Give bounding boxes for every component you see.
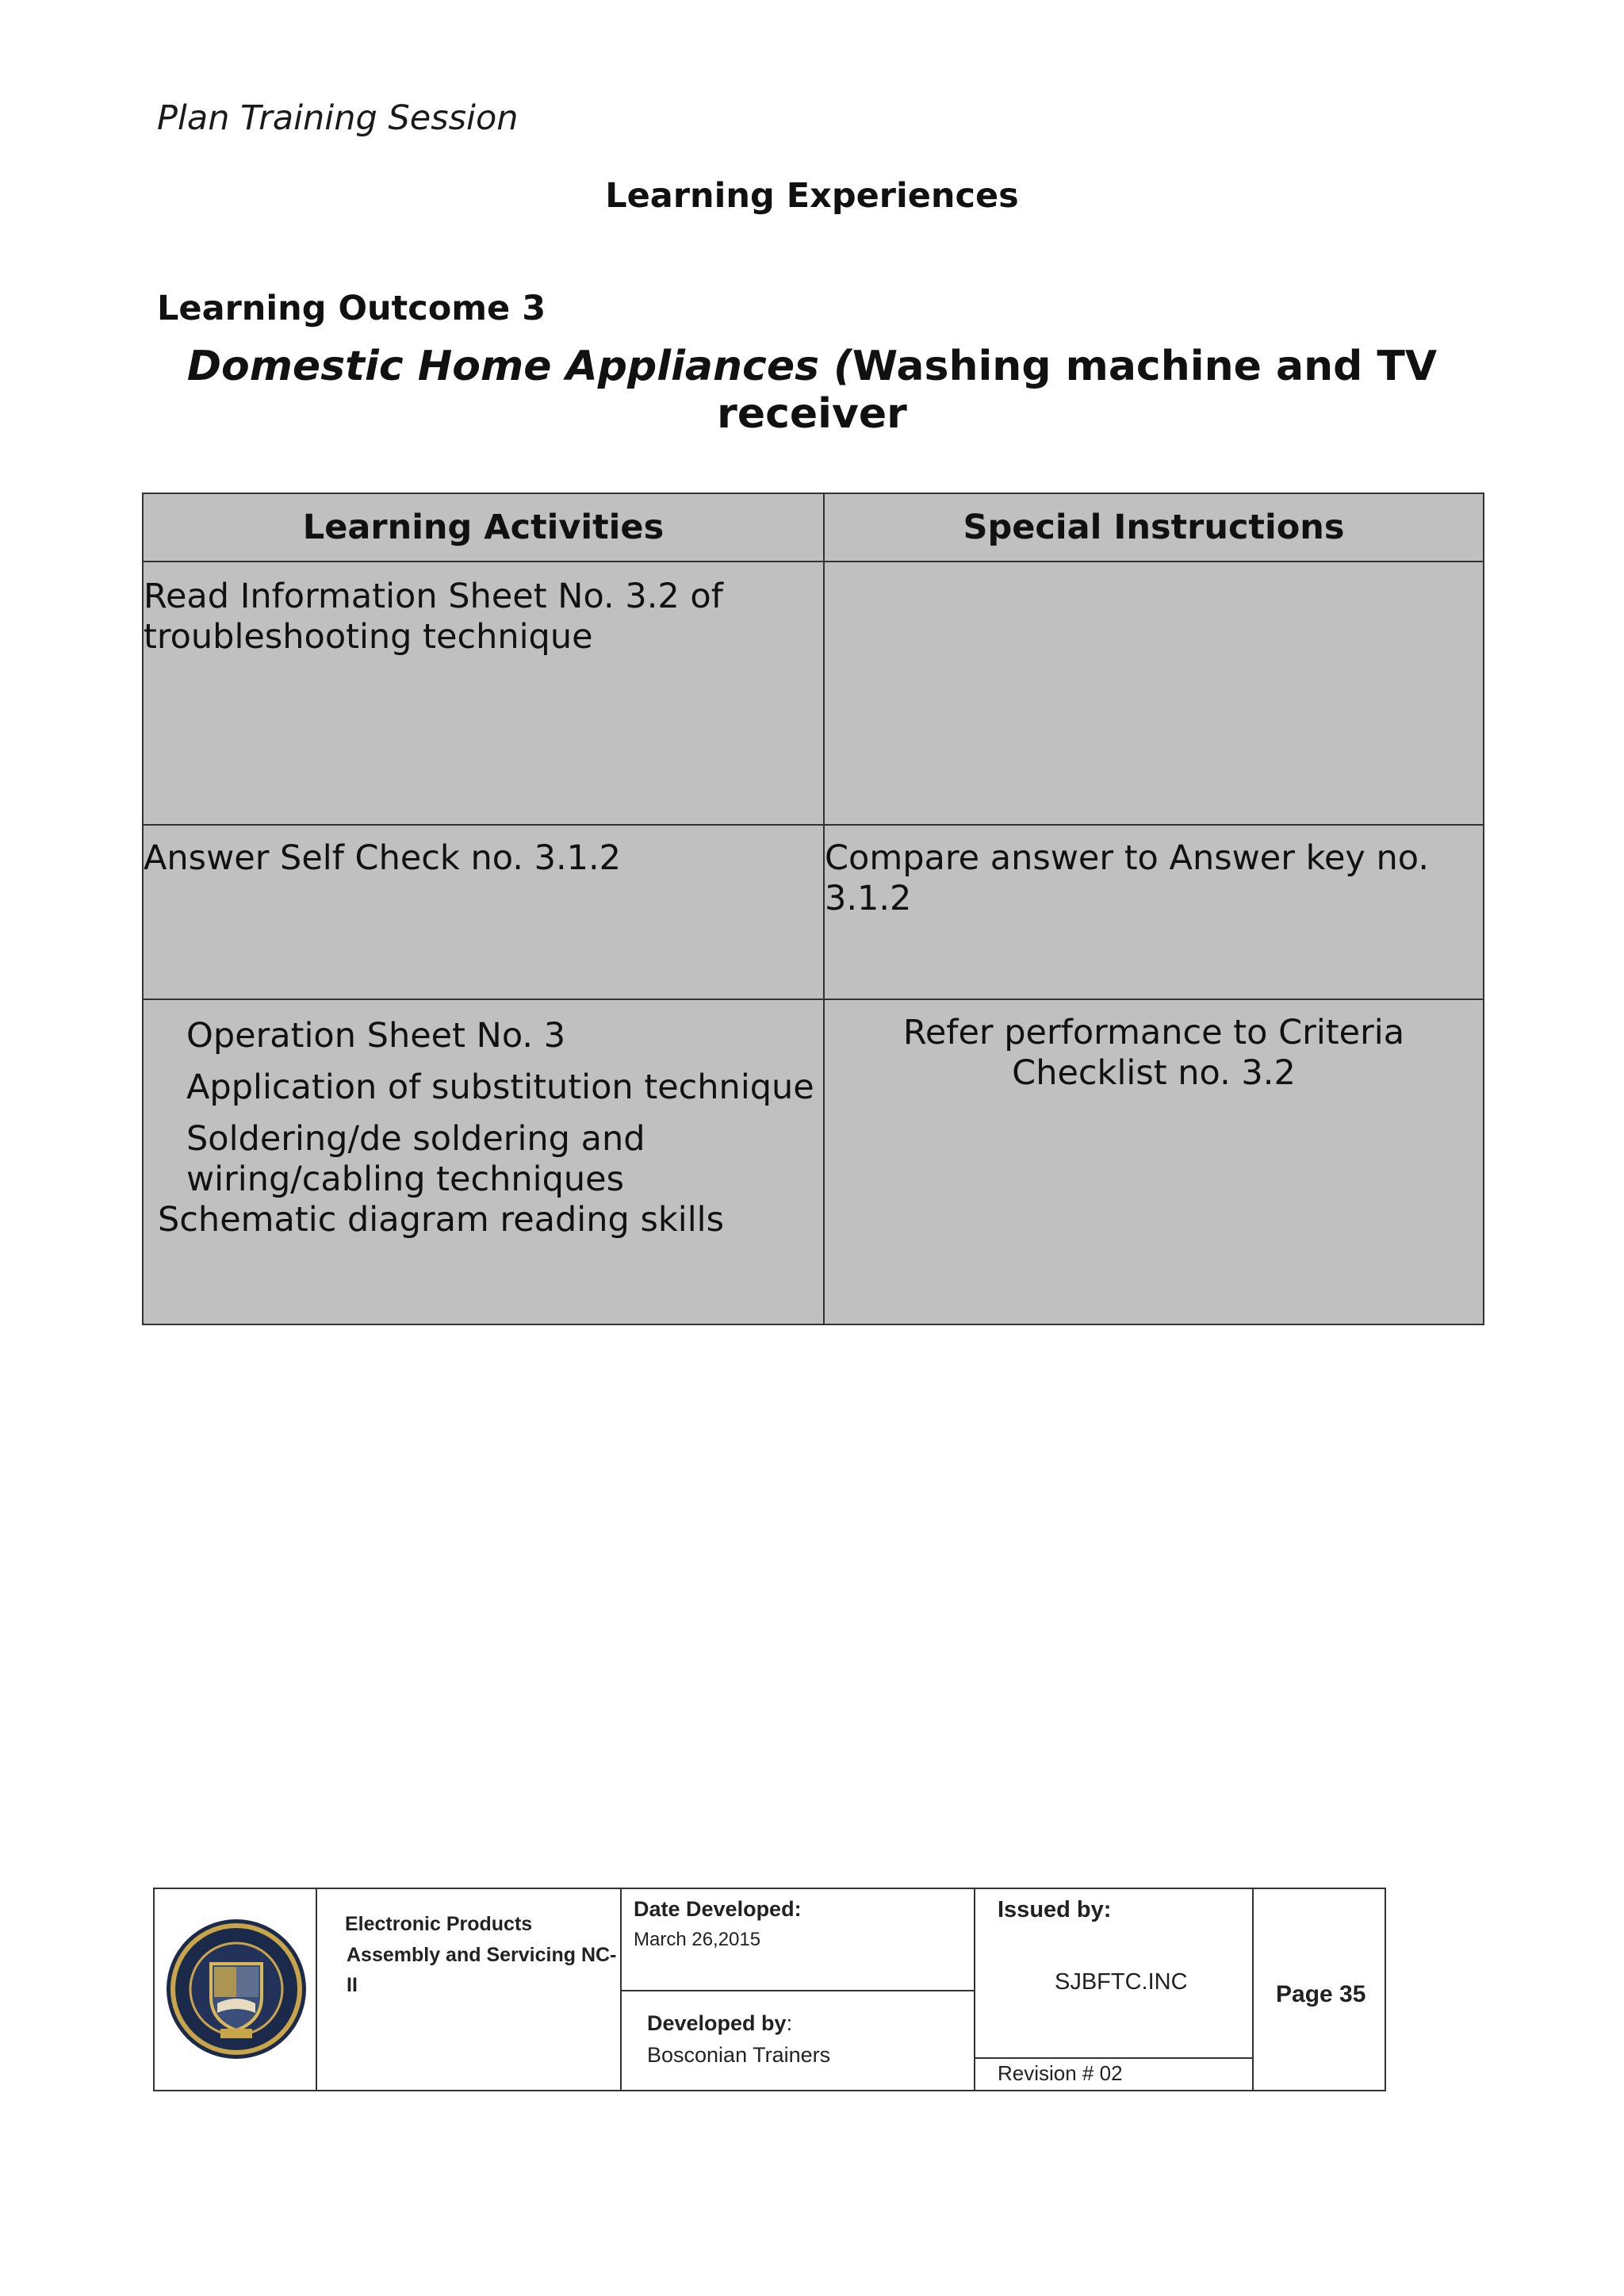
- course-line: Assembly and Servicing NC-: [347, 1944, 617, 1966]
- activity-line: troubleshooting technique: [144, 617, 593, 657]
- developed-by-value: Bosconian Trainers: [647, 2043, 831, 2067]
- table-header-row: [143, 493, 1484, 562]
- header-special-instructions: Special Instructions: [824, 493, 1484, 562]
- instruction-line: Checklist no. 3.2: [1012, 1053, 1296, 1093]
- title-rest-line2: receiver: [717, 390, 907, 438]
- issued-by-value: SJBFTC.INC: [1055, 1969, 1188, 1995]
- instruction-line: Refer performance to Criteria: [902, 1013, 1405, 1052]
- activity-line: Read Information Sheet No. 3.2 of: [144, 577, 723, 616]
- course-line: Electronic Products: [345, 1913, 533, 1935]
- instruction-cell: [824, 825, 1484, 999]
- date-developed-value: March 26,2015: [634, 1929, 761, 1950]
- activity-cell: [143, 825, 824, 999]
- instruction-cell: [824, 999, 1484, 1324]
- title-italic-part: Domestic Home Appliances (: [186, 343, 852, 390]
- section-title: Learning Experiences: [605, 176, 1019, 216]
- table-row: [143, 825, 1484, 999]
- learning-activities-table: [142, 493, 1484, 1325]
- title-rest-line1: Washing machine and TV: [852, 343, 1438, 390]
- activity-line: Answer Self Check no. 3.1.2: [144, 838, 622, 878]
- school-seal-icon: [165, 1918, 308, 2060]
- activity-line: Schematic diagram reading skills: [158, 1200, 725, 1240]
- issued-by-label: Issued by:: [998, 1897, 1112, 1922]
- developed-by-label: Developed by:: [647, 2011, 793, 2035]
- instruction-line: 3.1.2: [825, 879, 912, 918]
- header-learning-activities: Learning Activities: [143, 493, 824, 562]
- footer-issued-cell: [975, 1889, 1254, 2090]
- date-developed-label: Date Developed:: [634, 1897, 802, 1921]
- divider: [622, 1990, 974, 1991]
- instruction-cell: [824, 562, 1484, 825]
- footer-logo-cell: [155, 1889, 317, 2090]
- revision-number: Revision # 02: [998, 2061, 1123, 2085]
- page-number: Page 35: [1276, 1981, 1366, 2007]
- footer-course-cell: [317, 1889, 622, 2090]
- footer-page-cell: [1254, 1889, 1385, 2090]
- table-row: [143, 562, 1484, 825]
- activity-line: Operation Sheet No. 3: [186, 1016, 566, 1056]
- activity-line: wiring/cabling techniques: [186, 1159, 624, 1199]
- activity-line: Soldering/de soldering and: [186, 1119, 645, 1159]
- course-line: II: [347, 1974, 358, 1996]
- activity-cell: [143, 562, 824, 825]
- instruction-line: Compare answer to Answer key no.: [825, 838, 1429, 878]
- table-row: [143, 999, 1484, 1324]
- divider: [975, 2057, 1252, 2059]
- page-title: [157, 343, 1467, 438]
- document-footer: [153, 1888, 1386, 2091]
- footer-dates-cell: [622, 1889, 975, 2090]
- activity-line: Application of substitution technique: [186, 1068, 814, 1107]
- running-header: Plan Training Session: [157, 98, 519, 138]
- outcome-label: Learning Outcome 3: [157, 289, 546, 328]
- activity-cell: [143, 999, 824, 1324]
